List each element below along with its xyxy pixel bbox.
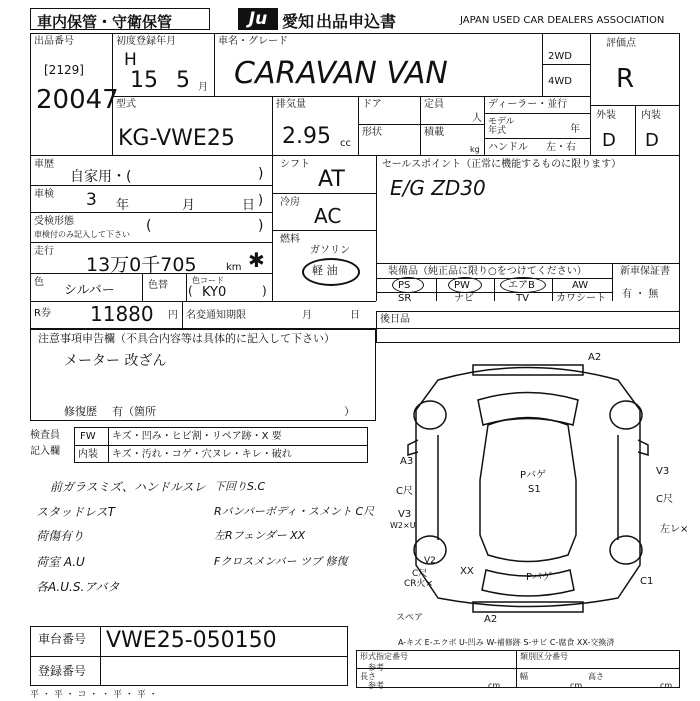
shape-label: 形状 xyxy=(362,127,382,138)
diagram-label-6: S1 xyxy=(528,484,541,495)
load-label: 積載 xyxy=(424,127,444,138)
chassis-label: 車台番号 xyxy=(38,632,87,646)
handle-options: 左・右 xyxy=(546,142,576,153)
r-ticket-value: 11880 xyxy=(90,302,154,326)
inspector-note-6: Rバンパーボディ・スメント C尺 xyxy=(214,505,375,518)
cert-cm-2: cm xyxy=(570,681,583,690)
r-ticket-label: R券 xyxy=(34,308,51,319)
handle-label: ハンドル xyxy=(488,142,528,153)
inspection-month: 月 xyxy=(182,198,196,213)
equip-airbag-circle xyxy=(500,277,546,293)
org-name: 愛知 xyxy=(282,12,315,31)
diagram-label-16: A2 xyxy=(484,614,498,625)
equip-tv: TV xyxy=(516,293,529,304)
r-ticket-unit: 円 xyxy=(168,310,178,321)
inspection-day: 日 xyxy=(242,198,256,213)
mileage-value: 13万0千705 xyxy=(86,254,197,276)
footer-marks: 平 ・ 平 ・ コ ・ ・ 平 ・ 平 ・ xyxy=(30,690,158,700)
diagram-label-12: CR火× xyxy=(404,579,434,589)
doors-label: ドア xyxy=(362,99,382,110)
drive-4wd: 4WD xyxy=(548,76,572,87)
name-change-month: 月 xyxy=(302,310,312,321)
inspector-note-7: 左Rフェンダー XX xyxy=(214,529,306,542)
diagram-label-1: A3 xyxy=(400,456,414,467)
equip-navi: ナビ xyxy=(454,293,474,304)
ju-logo: Ju xyxy=(238,8,278,30)
registration-era: H xyxy=(124,50,137,70)
inspector-row2-key: 内装 xyxy=(78,449,98,460)
inspector-row1-key: FW xyxy=(80,431,96,442)
diagram-label-2: C尺 xyxy=(396,486,413,497)
later-label: 後日品 xyxy=(380,314,410,325)
damage-legend: A-キズ E-エクボ U-凹み W-補修跡 S-サビ C-腐食 XX-交換済 xyxy=(398,638,615,647)
type-label: 型式 xyxy=(116,99,136,110)
displacement-unit: cc xyxy=(340,138,351,149)
diagram-label-14: Pバゲ xyxy=(526,572,553,583)
ac-label: 冷房 xyxy=(280,197,300,208)
cert-ref-2: 参考 xyxy=(368,681,384,690)
exterior-grade: D xyxy=(602,130,616,151)
diagram-label-3: V3 xyxy=(398,509,412,520)
form-title: 出品申込書 xyxy=(316,12,397,31)
model-year-label: モデル 年式 xyxy=(488,117,515,136)
inspection-label: 車検 xyxy=(34,189,54,200)
equip-ps: PS xyxy=(398,280,411,291)
recycle-options: 有 ・ 無 xyxy=(622,289,659,300)
shift-label: シフト xyxy=(280,159,310,170)
receipt-open: ( xyxy=(146,218,152,234)
interior-label: 内装 xyxy=(641,110,661,121)
inspector-label-2: 記入欄 xyxy=(30,446,60,457)
model-name-value: CARAVAN VAN xyxy=(234,56,448,91)
storage-type-box xyxy=(30,8,210,30)
inspector-row2-value: キズ・汚れ・コゲ・穴ヌレ・キレ・破れ xyxy=(112,449,292,460)
registration-year: 15 xyxy=(130,68,158,93)
chassis-value: VWE25-050150 xyxy=(106,628,277,653)
fuel-gas: ガソリン xyxy=(310,245,350,256)
inspector-note-8: Fクロスメンバー ツブ 修復 xyxy=(214,555,348,568)
name-change-day: 日 xyxy=(350,310,360,321)
lot-label: 出品番号 xyxy=(34,36,74,47)
inspector-label-1: 検査員 xyxy=(30,430,60,441)
receipt-label: 受検形態 xyxy=(34,216,74,227)
inspector-note-2: 荷傷有り xyxy=(36,529,85,543)
color-changed-label: 色替 xyxy=(148,280,168,291)
receipt-close: ) xyxy=(258,218,264,234)
equip-airbag: エアB xyxy=(508,280,535,291)
capacity-unit: 人 xyxy=(472,113,482,124)
lot-number: 20047 xyxy=(36,85,119,115)
equip-pw-circle xyxy=(448,277,482,293)
color-value: シルバー xyxy=(64,283,115,298)
mileage-label: 走行 xyxy=(34,246,54,257)
inspector-note-1: スタッドレスT xyxy=(36,505,115,519)
cert-type-no: 形式指定番号 xyxy=(360,652,408,661)
diagram-label-13: XX xyxy=(460,566,474,577)
repair-close: ） xyxy=(344,405,355,418)
mileage-unit: km xyxy=(226,262,242,273)
recycle-label: 新車保証書 xyxy=(620,266,670,277)
later-box xyxy=(376,311,680,343)
repair-value: 有（箇所 xyxy=(112,405,156,418)
diagram-label-11: C尺 xyxy=(412,569,428,579)
cert-width: 幅 xyxy=(520,672,528,681)
diagram-label-10: V2 xyxy=(424,556,436,566)
fuel-diesel: 軽 油 xyxy=(312,264,338,277)
cert-ref-1: 参考 xyxy=(368,663,384,672)
selling-points-label: セールスポイント（正常に機能するものに限ります） xyxy=(382,159,622,170)
grade-value: R xyxy=(616,64,635,94)
diagram-label-7: V3 xyxy=(656,466,670,477)
color-label: 色 xyxy=(34,277,44,288)
diagram-label-17: スペア xyxy=(396,613,424,623)
ac-value: AC xyxy=(314,204,342,228)
model-name-label: 車名・グレード xyxy=(218,36,288,47)
exterior-label: 外装 xyxy=(596,110,616,121)
equipment-label: 装備品（純正品に限り○をつけてください） xyxy=(388,266,587,277)
notes-label: 注意事項申告欄（不具合内容等は具体的に記入して下さい） xyxy=(38,332,335,345)
registration-label: 初度登録年月 xyxy=(116,36,176,47)
model-year-unit: 年 xyxy=(570,124,580,135)
reg-number-label: 登録番号 xyxy=(38,664,87,678)
diagram-label-9: 左レ× xyxy=(660,524,689,535)
inspection-close: ) xyxy=(258,193,264,208)
mileage-mark: ✱ xyxy=(248,248,265,272)
lot-sub: [2129] xyxy=(44,63,84,77)
cert-class-no: 類別区分番号 xyxy=(520,652,568,661)
equip-seat: カワシート xyxy=(556,293,606,304)
displacement-label: 排気量 xyxy=(276,99,306,110)
equip-sr: SR xyxy=(398,293,412,304)
inspector-note-4: 各A.U.S.アバタ xyxy=(36,580,120,594)
diagram-label-4: W2×U xyxy=(390,521,416,530)
cert-length: 長さ xyxy=(360,672,376,681)
cert-cm-1: cm xyxy=(488,681,501,690)
storage-type-title: 車内保管・守衛保管 xyxy=(37,13,173,31)
equip-aw: AW xyxy=(572,280,589,291)
diagram-label-15: C1 xyxy=(640,576,654,587)
load-unit: kg xyxy=(470,145,480,154)
history-close: ) xyxy=(258,166,264,182)
diagram-label-0: A2 xyxy=(588,352,602,363)
notes-line1: メーター 改ざん xyxy=(64,353,167,369)
shift-value: AT xyxy=(318,167,345,192)
inspection-year: 年 xyxy=(116,198,130,213)
registration-month-unit: 月 xyxy=(198,82,208,93)
color-code-close: ) xyxy=(262,284,267,298)
fuel-label: 燃料 xyxy=(280,234,300,245)
diagram-label-8: C尺 xyxy=(656,494,673,505)
cert-height: 高さ xyxy=(588,672,604,681)
inspector-note-0: 前ガラスミズ、ハンドルスレ xyxy=(50,480,206,494)
repair-label: 修復歴 xyxy=(64,405,97,418)
history-value: 自家用・( xyxy=(70,169,132,185)
interior-grade: D xyxy=(645,130,659,151)
diagram-label-5: Pバゲ xyxy=(520,470,547,481)
color-code-label: 色コード xyxy=(192,276,224,285)
selling-points-value: E/G ZD30 xyxy=(390,176,486,200)
inspector-note-5: 下回りS.C xyxy=(214,480,266,493)
displacement-value: 2.95 xyxy=(282,124,331,149)
history-label: 車歴 xyxy=(34,159,54,170)
inspection-year-mark: 3 xyxy=(86,190,97,210)
capacity-label: 定員 xyxy=(424,99,444,110)
registration-month: 5 xyxy=(176,68,190,93)
receipt-note: 車検付のみ記入して下さい xyxy=(34,230,130,239)
drive-2wd: 2WD xyxy=(548,51,572,62)
type-value: KG-VWE25 xyxy=(118,126,235,151)
grade-label: 評価点 xyxy=(606,38,636,49)
equip-ps-circle xyxy=(392,277,424,293)
name-change-label: 名変通知期限 xyxy=(186,310,246,321)
inspector-note-3: 荷室 A.U xyxy=(36,555,85,569)
dealer-label: ディーラー・並行 xyxy=(488,99,568,110)
color-code-open: ( xyxy=(188,284,193,298)
inspector-row1-value: キズ・凹み・ヒビ割・リペア跡・X 要 xyxy=(112,431,282,442)
org-english-name: JAPAN USED CAR DEALERS ASSOCIATION xyxy=(460,15,665,26)
color-code-value: KY0 xyxy=(202,285,227,300)
cert-cm-3: cm xyxy=(660,681,673,690)
equip-pw: PW xyxy=(454,280,470,291)
